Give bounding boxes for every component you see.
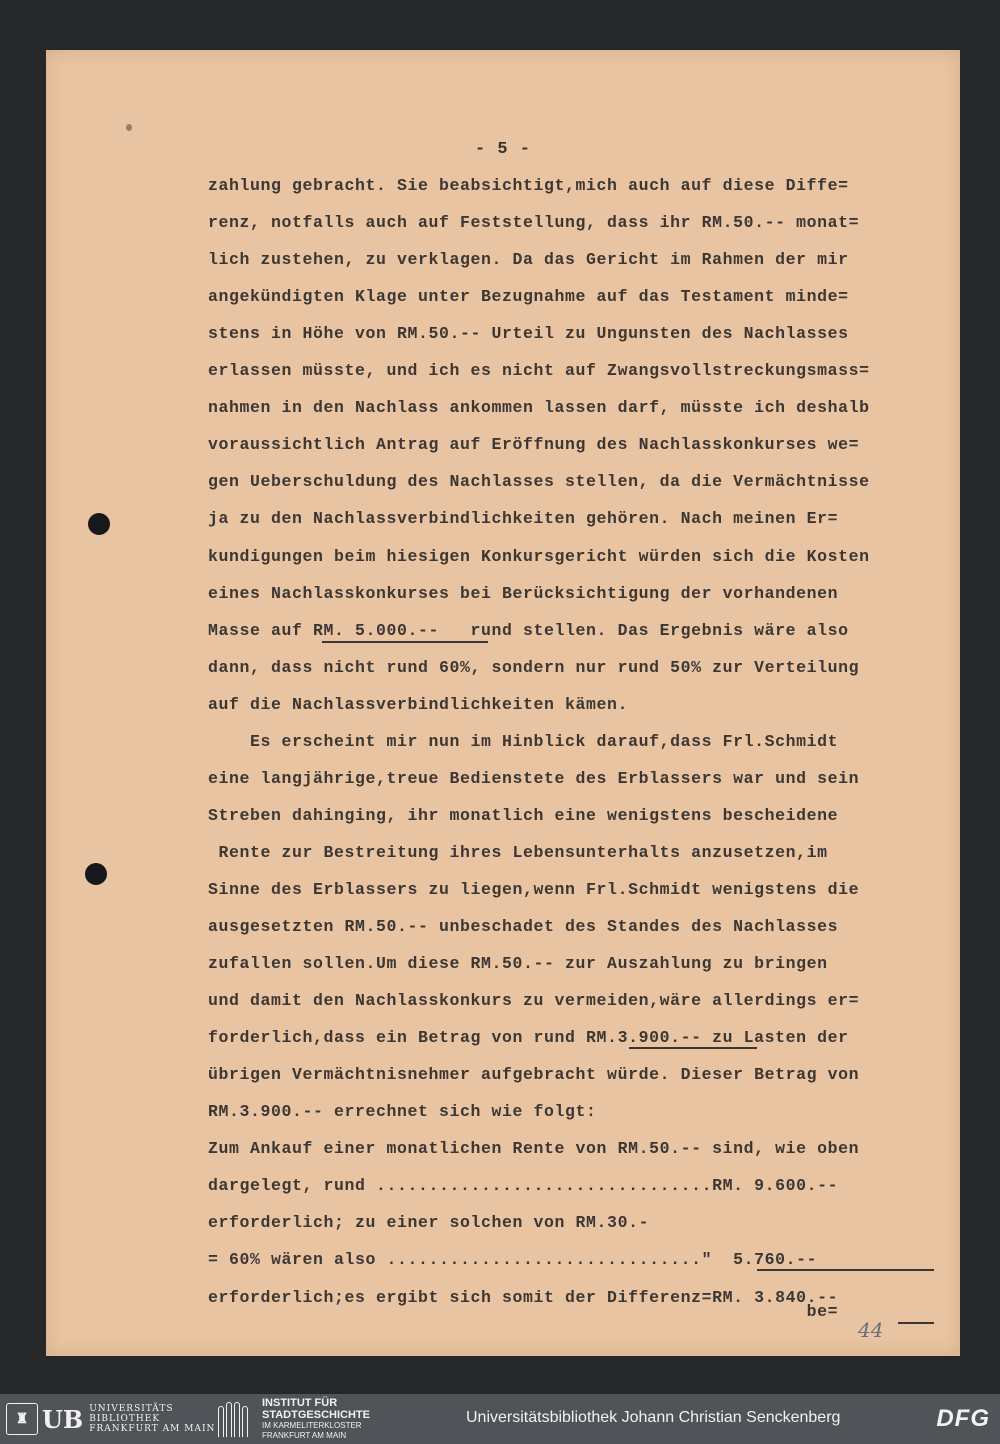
text-line: ja zu den Nachlassverbindlichkeiten gehören. Nach meinen Er= — [208, 509, 839, 529]
text-line: be= — [208, 1301, 839, 1321]
text-line: nahmen in den Nachlass ankommen lassen darf, müsste ich deshalb — [208, 398, 870, 418]
punch-hole-bottom — [85, 863, 107, 885]
ub-letters: UB — [42, 1404, 84, 1434]
margin-note: 44 — [858, 1318, 884, 1342]
arches-icon — [216, 1401, 254, 1437]
text-line: renz, notfalls auch auf Feststellung, dass ihr RM.50.-- monat= — [208, 213, 860, 233]
paper-speck — [126, 124, 132, 131]
text-line: forderlich,dass ein Betrag von rund RM.3.900.-- zu Lasten der — [208, 1028, 849, 1048]
text-line: Masse auf RM. 5.000.-- rund stellen. Das Ergebnis wäre also — [208, 620, 849, 640]
ub-text — [89, 1404, 215, 1434]
ub-emblem-icon: ♜ — [6, 1403, 38, 1435]
isg-text — [262, 1397, 370, 1441]
text-line: und damit den Nachlasskonkurs zu vermeiden,wäre allerdings er= — [208, 991, 860, 1011]
isg-line2: STADTGESCHICHTE — [262, 1409, 370, 1421]
text-line: gen Ueberschuldung des Nachlasses stellen, da die Vermächtnisse — [208, 472, 870, 492]
text-line: dargelegt, rund ................................RM. 9.600.-- — [208, 1176, 839, 1196]
isg-line1: INSTITUT FÜR — [262, 1397, 338, 1409]
isg-line4: FRANKFURT AM MAIN — [262, 1431, 347, 1440]
text-line: Streben dahinging, ihr monatlich eine wenigstens bescheidene — [208, 805, 839, 825]
ub-line1: UNIVERSITÄTS — [89, 1404, 174, 1414]
text-line: stens in Höhe von RM.50.-- Urteil zu Ungunsten des Nachlasses — [208, 324, 849, 344]
text-line: Es erscheint mir nun im Hinblick darauf,dass Frl.Schmidt — [208, 731, 839, 751]
text-line: eine langjährige,treue Bedienstete des Erblassers war und sein — [208, 768, 860, 788]
footer-bar — [0, 1394, 1000, 1444]
text-line: erlassen müsste, und ich es nicht auf Zwangsvollstreckungsmass= — [208, 361, 870, 381]
text-line: RM.3.900.-- errechnet sich wie folgt: — [208, 1102, 597, 1122]
underline-rm-5000 — [322, 641, 488, 643]
text-line: Zum Ankauf einer monatlichen Rente von RM.50.-- sind, wie oben — [208, 1139, 860, 1159]
text-line: zufallen sollen.Um diese RM.50.-- zur Auszahlung zu bringen — [208, 954, 828, 973]
punch-hole-top — [88, 513, 110, 535]
isg-line3: IM KARMELITERKLOSTER — [262, 1421, 362, 1430]
underline-be — [898, 1322, 934, 1324]
text-line: dann, dass nicht rund 60%, sondern nur rund 50% zur Verteilung — [208, 657, 860, 677]
text-line: erforderlich; zu einer solchen von RM.30.- — [208, 1213, 650, 1233]
text-line: eines Nachlasskonkurses bei Berücksichtigung der vorhandenen — [208, 583, 839, 603]
underline-5760 — [757, 1269, 934, 1271]
document-page — [46, 50, 960, 1356]
text-line: angekündigten Klage unter Bezugnahme auf das Testament minde= — [208, 287, 849, 307]
ub-line2: BIBLIOTHEK — [89, 1414, 161, 1424]
ub-logo[interactable] — [6, 1402, 215, 1436]
text-line: ausgesetzten RM.50.-- unbeschadet des Standes des Nachlasses — [208, 917, 839, 936]
dfg-logo[interactable]: DFG — [936, 1405, 990, 1432]
text-line: erforderlich;es ergibt sich somit der Differenz=RM. 3.840.-- — [208, 1287, 839, 1307]
footer-title[interactable]: Universitätsbibliothek Johann Christian Senckenberg — [466, 1409, 841, 1426]
underline-rm-3900 — [629, 1047, 757, 1049]
ub-line3: FRANKFURT AM MAIN — [89, 1424, 216, 1434]
text-line: übrigen Vermächtnisnehmer aufgebracht würde. Dieser Betrag von — [208, 1065, 860, 1085]
isg-logo[interactable] — [216, 1397, 370, 1440]
text-line: kundigungen beim hiesigen Konkursgericht würden sich die Kosten — [208, 546, 870, 566]
page-number: - 5 - — [474, 140, 531, 159]
text-line: auf die Nachlassverbindlichkeiten kämen. — [208, 694, 629, 714]
text-line: = 60% wären also .............................." 5.760.-- — [208, 1250, 818, 1270]
text-line: Sinne des Erblassers zu liegen,wenn Frl.Schmidt wenigstens die — [208, 879, 860, 899]
text-line: voraussichtlich Antrag auf Eröffnung des Nachlasskonkurses we= — [208, 435, 860, 455]
text-line: Rente zur Bestreitung ihres Lebensunterhalts anzusetzen,im — [208, 842, 828, 862]
text-line: zahlung gebracht. Sie beabsichtigt,mich auch auf diese Diffe= — [208, 176, 849, 195]
text-line: lich zustehen, zu verklagen. Da das Gericht im Rahmen der mir — [208, 250, 849, 270]
